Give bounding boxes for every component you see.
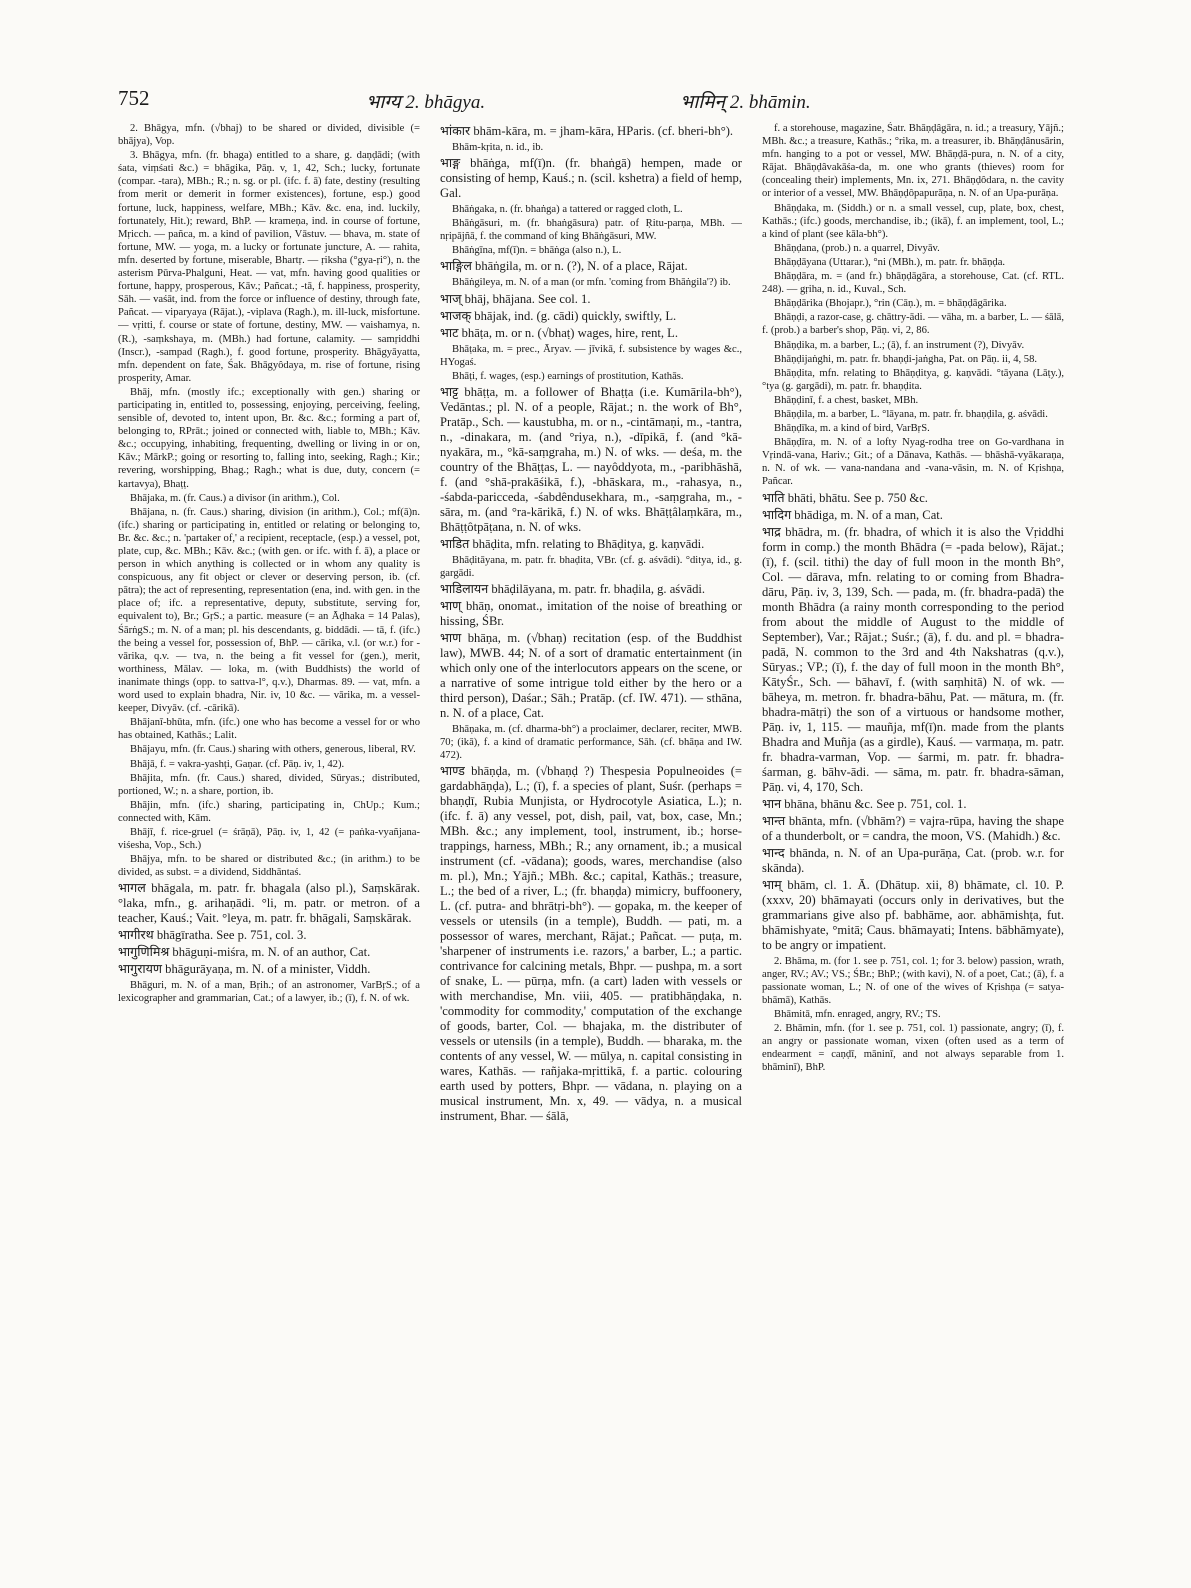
dictionary-entry: Bhāṇḍila, m. a barber, L. °lāyana, m. patr. fr. bhaṇḍila, g. aśvādi. <box>774 408 1048 420</box>
dictionary-entry: Bhāmitā, mfn. enraged, angry, RV.; TS. <box>774 1008 941 1020</box>
dictionary-entry: Bhāṇḍīra, m. N. of a lofty Nyag-rodha tree on Go-vardhana in Vṛindā-vana, Hariv.; Git.; of a Dānava, Kathās. — bhāshā-vyākaraṇa, n. N. of wk. — vana-nandana and -vana-vāsin, m. N. of Kṛishṇa, Pañcar. <box>762 437 1064 488</box>
dictionary-entry: Bhājā, f. = vakra-yashṭi, Gaṇar. (cf. Pāṇ. iv, 1, 42). <box>130 758 345 770</box>
dictionary-entry: Bhājanī-bhūta, mfn. (ifc.) one who has become a vessel for or who has obtained, Kathās.; Lalit. <box>118 717 420 742</box>
dictionary-entry: Bhāṭi, f. wages, (esp.) earnings of prostitution, Kathās. <box>452 370 684 382</box>
dictionary-entry: Bhājayu, mfn. (fr. Caus.) sharing with others, generous, liberal, RV. <box>130 744 416 756</box>
dictionary-entry: Bhājita, mfn. (fr. Caus.) shared, divided, Sūryas.; distributed, portioned, W.; n. a share, portion, ib. <box>118 772 420 797</box>
dictionary-entry: भाडित bhāḍita, mfn. relating to Bhāḍitya, g. kaṇvādi. <box>440 536 705 551</box>
dictionary-entry: Bhāṇḍita, mfn. relating to Bhāṇḍitya, g. kaṇvādi. °tāyana (Lāṭy.), °tya (g. gargādi), m. patr. fr. bhaṇḍita. <box>762 367 1064 392</box>
dictionary-entry: भाडिलायन bhāḍilāyana, m. patr. fr. bhaḍila, g. aśvādi. <box>440 582 706 597</box>
dictionary-entry: भाजक् bhājak, ind. (g. cādi) quickly, swiftly, L. <box>440 308 677 323</box>
dictionary-entry: भागल bhāgala, m. patr. fr. bhagala (also pl.), Saṃskārak. °laka, mfn., g. arihaṇādi. °li, m. patr. or metron. of a teacher, Kauś.; Vait. °leya, m. patr. fr. bhāgali, Saṃskārak. <box>118 881 420 926</box>
dictionary-entry: भादिग bhādiga, m. N. of a man, Cat. <box>762 507 943 522</box>
dictionary-entry: Bhāṇḍi, a razor-case, g. chāttry-ādi. — vāha, m. a barber, L. — śālā, f. (prob.) a barber's shop, Pāṇ. vi, 2, 86. <box>762 312 1064 337</box>
dictionary-entry: Bhāṅgaka, n. (fr. bhaṅga) a tattered or ragged cloth, L. <box>452 204 683 216</box>
right-running-head: भामिन् 2. bhāmin. <box>680 92 811 113</box>
dictionary-entry: भाट्ट bhāṭṭa, m. a follower of Bhaṭṭa (i.e. Kumārila-bh°), Vedāntas.; pl. N. of a people, Rājat.; n. the work of Bh°, Pratāp., Sch. — kaustubha, m. or n., -cintāmaṇi, m., -tantra, n., -dinakara, m. (and °riya, n.), -dīpikā, f. (and °kā-nyakāra, m., °kā-saṃgraha, m.) N. of wks. — deśa, m. the country of the Bhāṭṭas, L. — nayôddyota, m., -paribhāshā, f. (and °shā-prakāśikā, f.), -bhāskara, m., -rahasya, n., -śabda-paricceda, -śabdêndusekhara, m., -saṃgraha, m., -sāra, m. (and °ra-kārikā, f.) N. of wks. Bhāṭṭâlaṃkāra, m., Bhāṭṭôtpāṭana, n. N. of wks. <box>440 384 742 534</box>
dictionary-entry: f. a storehouse, magazine, Śatr. Bhāṇḍâgāra, n. id.; a treasury, Yājñ.; MBh. &c.; a treasure, Kathās.; °rika, m. a treasurer, ib. Bhāṇḍânusārin, mfn. hanging to a pot or vessel, MW. Bhāṇḍā-pura, n. N. of a city, Rājat. Bhāṇḍâvakāśa-da, m. one who grants (thieves) room for (concealing their) implements, Mn. ix, 271. Bhāṇḍôdara, n. the cavity or interior of a vessel, MW. Bhāṇḍôpapurāṇa, n. N. of an Upa-purāṇa. <box>762 123 1064 200</box>
dictionary-entry: Bhāṇḍīka, m. a kind of bird, VarBṛS. <box>774 423 930 435</box>
dictionary-entry: Bhājī, f. rice-gruel (= śrāṇā), Pāṇ. iv, 1, 42 (= paṅka-vyañjana-viśesha, Vop., Sch.) <box>118 826 420 852</box>
page-number: 752 <box>118 86 150 110</box>
dictionary-entry: भागुरायण bhāgurāyaṇa, m. N. of a minister, Viddh. <box>118 962 371 977</box>
dictionary-entry: भान्द bhānda, n. N. of an Upa-purāṇa, Cat. (prob. w.r. for skānda). <box>762 845 1064 875</box>
column-3 <box>762 122 1064 1562</box>
dictionary-entry: भागीरथ bhāgīratha. See p. 751, col. 3. <box>118 928 307 943</box>
dictionary-entry: Bhājya, mfn. to be shared or distributed &c.; (in arithm.) to be divided, as subst. = a dividend, Siddhāntaś. <box>118 854 420 879</box>
text-columns <box>118 122 1078 1562</box>
dictionary-entry: Bhāṅgīna, mf(ī)n. = bhāṅga (also n.), L. <box>452 245 622 257</box>
dictionary-entry: भाति bhāti, bhātu. See p. 750 &c. <box>762 490 928 505</box>
dictionary-entry: Bhāḍitāyana, m. patr. fr. bhaḍita, VBr. (cf. g. aśvādi). °ditya, id., g. gargādi. <box>440 554 742 579</box>
dictionary-entry: 2. Bhāmin, mfn. (for 1. see p. 751, col. 1) passionate, angry; (ī), f. an angry or passionate woman, vixen (often used as a term of endearment = caṇḍī, māninī, and not always separable from 1. bhāminī), BhP. <box>762 1023 1064 1074</box>
dictionary-entry: Bhāṇḍārika (Bhojapr.), °rin (Cāṇ.), m. = bhāṇḍāgārika. <box>774 298 1007 310</box>
column-1 <box>118 122 420 1562</box>
dictionary-entry: Bhājaka, m. (fr. Caus.) a divisor (in arithm.), Col. <box>130 492 340 504</box>
dictionary-entry: भाण् bhāṇ, onomat., imitation of the noise of breathing or hissing, ŚBr. <box>440 599 742 629</box>
dictionary-entry: Bhāṇḍijaṅghi, m. patr. fr. bhaṇḍi-jaṅgha, Pat. on Pāṇ. ii, 4, 58. <box>774 353 1038 365</box>
dictionary-entry: भान bhāna, bhānu &c. See p. 751, col. 1. <box>762 796 967 811</box>
dictionary-entry: Bhāṇḍinī, f. a chest, basket, MBh. <box>774 394 919 406</box>
page-header <box>118 86 1076 116</box>
dictionary-entry: 2. Bhāma, m. (for 1. see p. 751, col. 1; for 3. below) passion, wrath, anger, RV.; AV.; VS.; ŚBr.; BhP.; (with kavi), N. of a poet, Cat.; (ā), f. a passionate woman, L.; N. of one of the wives of Kṛishṇa (= satya-bhāmā), Kathās. <box>762 955 1064 1006</box>
dictionary-entry: भाट bhāṭa, m. or n. (√bhaṭ) wages, hire, rent, L. <box>440 325 678 340</box>
dictionary-entry: 2. Bhāgya, mfn. (√bhaj) to be shared or divided, divisible (= bhājya), Vop. <box>118 123 420 148</box>
dictionary-entry: Bhāṇaka, m. (cf. dharma-bh°) a proclaimer, declarer, reciter, MWB. 70; (ikā), f. a kind of dramatic performance, Sāh. (cf. bhāṇa and IW. 472). <box>440 724 742 762</box>
dictionary-entry: Bhām-kṛita, n. id., ib. <box>452 142 544 153</box>
dictionary-entry: 3. Bhāgya, mfn. (fr. bhaga) entitled to a share, g. daṇḍādi; (with śata, viṃśati &c.) = bhāgika, Pāṇ. v, 1, 42, Sch.; lucky, fortunate (compar. -tara), MBh.; R.; n. sg. or pl. (ifc. f. ā) fate, destiny (resulting from merit or demerit in former existences), fortune, esp.) good fortune, luck, happiness, welfare, MBh.; Kāv. &c. ena, ind. luckily, fortunately, Hit.); reward, BhP. — krameṇa, ind. in course of fortune, Mṛicch. — pañca, m. a kind of pavilion, Vāstuv. — bhava, m. state of fortune, MW. — yoga, m. a lucky or fortunate juncture, A. — rahita, mfn. deserted by fortune, miserable, Bhartṛ. — ṛiksha (°gya-ṛi°), n. the asterism Pūrva-Phalguni, Heat. — vat, mfn. having good qualities or fortune, happy, prosperous, Kāv.; Pañcat.; -tā, f. happiness, prosperity, Sāh. — vaśāt, ind. from the force or influence of destiny, through fate, Pañcat. — viparyaya (Rājat.), -viplava (Ragh.), m. ill-luck, misfortune. — vṛitti, f. course or state of fortune, destiny, MW. — vaishamya, n. (R.), -saṃkshaya, m. (MBh.) had fortune, calamity. — samṛiddhi (Inscr.), -sampad (Ragh.), f. good fortune, prosperity. Bhāgyāyatta, mfn. dependent on fate, Śak. Bhāgyôdaya, m. rise of fortune, rising prosperity, Amar. <box>118 150 420 384</box>
dictionary-entry: भान्त bhānta, mfn. (√bhām?) = vajra-rūpa, having the shape of a thunderbolt, or = candra, the moon, VS. (Mahidh.) &c. <box>762 813 1064 843</box>
dictionary-entry: Bhāj, mfn. (mostly ifc.; exceptionally with gen.) sharing or participating in, entitled to, possessing, enjoying, perceiving, feeling, sensible of, devoted to, intent upon, Br. &c. &c.; forming a part of, belonging to, RPrāt.; joined or connected with, liable to, MBh.; Kāv. &c.; occupying, inhabiting, frequenting, dwelling or living in or on, Kāv.; MārkP.; going or resorting to, falling into, seeking, Ragh.; Kir.; revering, worshipping, Bhag.; Ragh.; what is due, duty, concern (= kartavya), Bhaṭṭ. <box>118 386 420 490</box>
dictionary-entry: Bhāṇḍāyana (Uttarar.), °ni (MBh.), m. patr. fr. bhāṇḍa. <box>774 256 1006 268</box>
dictionary-entry: भागुणिमिश्र bhāguṇi-miśra, m. N. of an author, Cat. <box>118 945 371 960</box>
dictionary-entry: भाज् bhāj, bhājana. See col. 1. <box>440 291 591 306</box>
dictionary-entry: Bhāṅgileya, m. N. of a man (or mfn. 'coming from Bhāṅgila'?) ib. <box>452 277 731 289</box>
dictionary-entry: भाद्र bhādra, m. (fr. bhadra, of which it is also the Vṛiddhi form in comp.) the month Bhādra (= -pada below), Rājat.; (ī), f. (scil. tithi) the day of full moon in the month Bh°, Col. — dārava, mfn. relating to or coming from Bhadra-dāru, Pāṇ. iv, 3, 139, Sch. — pada, m. (fr. bhadra-padā) the month Bhādra (a rainy month corresponding to the period from about the middle of August to the middle of September), Var.; Rājat.; Suśr.; (ā), f. du. and pl. = bhadra-padā, N. common to the 3rd and 4th Nakshatras (q.v.), Sūryas.; VP.; (ī), f. the day of full moon in the month Bh°, KātyŚr., Sch. — bāhavī, f. (with saṃhitā) N. of wk. — bāheya, m. metron. fr. bhadra-bāhu, Pat. — mātura, m. (fr. bhadra-mātṛi) the son of a virtuous or handsome mother, Pāṇ. iv, 1, 115. — mauñja, mf(ī)n. made from the plants Bhadra and Muñja (as a girdle), Kauś. — varmaṇa, m. patr. fr. bhadra-varman, Vop. — śarmi, m. patr. fr. bhadra-śarman, g. bāhv-ādi. — sāma, m. patr. fr. bhadra-sāman, Pāṇ. vi, 4, 170, Sch. <box>762 524 1064 794</box>
dictionary-entry: भाण्ड bhāṇḍa, m. (√bhaṇḍ ?) Thespesia Populneoides (= gardabhāṇḍa), L.; (ī), f. a species of plant, Suśr. (perhaps = bhaṇḍī, Rubia Munjista, or Hydrocotyle Asiatica, L.); n. (ifc. f. ā) any vessel, pot, dish, pail, vat, box, case, Mn.; MBh. &c.; any implement, tool, instrument, ib.; horse-trappings, harness, MBh.; R.; any ornament, ib.; a musical instrument (cf. -vādana); goods, wares, merchandise (also m. pl.), Mn.; Yājñ.; MBh. &c.; capital, Kathās.; treasure, L.; the bed of a river, L.; (fr. bhaṇḍa) mimicry, buffoonery, L. (cf. putra- and bhrātṛi-bh°). — gopaka, m. the keeper of vessels or utensils (in a temple), Buddh. — pati, m. a possessor of wares, merchant, Rājat.; Pañcat. — puṭa, m. 'sharpener of instruments i.e. razors,' a barber, L.; a partic. contrivance for calcining metals, Bhpr. — pushpa, m. a sort of snake, L. — pūrṇa, mfn. (a cart) laden with vessels or with merchandise, Mn. viii, 405. — pratibhāṇḍaka, n. 'commodity for commodity,' computation of the exchange of goods, barter, Col. — bhajaka, m. the distributer of vessels or utensils (in a temple), Buddh. — bharaka, m. the contents of any vessel, W. — mūlya, n. capital consisting in wares, Kathās. — rañjaka-mṛittikā, f. a partic. colouring earth used by potters, Bhpr. — vādana, n. playing on a musical instrument, Mn. x, 49. — vādya, n. a musical instrument, Bhar. — śālā, <box>440 764 742 1124</box>
dictionary-entry: Bhāṇḍana, (prob.) n. a quarrel, Divyāv. <box>774 242 940 254</box>
dictionary-entry: Bhāṇḍika, m. a barber, L.; (ā), f. an instrument (?), Divyāv. <box>774 339 1025 351</box>
dictionary-entry: भाङ्ग bhāṅga, mf(ī)n. (fr. bhaṅgā) hempen, made or consisting of hemp, Kauś.; n. (scil. kshetra) a field of hemp, Gal. <box>440 156 742 201</box>
dictionary-entry: भाम् bhām, cl. 1. Ā. (Dhātup. xii, 8) bhāmate, cl. 10. P. (xxxv, 20) bhāmayati (occurs only in derivatives, but the grammarians give also pf. babhāme, aor. abhāmishṭa, fut. bhāmishyate, °mitā; Caus. bhāmayati; Intens. bābhāmyate), to be angry or impatient. <box>762 877 1064 952</box>
dictionary-entry: Bhāṇḍaka, m. (Siddh.) or n. a small vessel, cup, plate, box, chest, Kathās.; (ifc.) goods, merchandise, ib.; (ikā), f. an implement, tool, L.; a kind of plant (see kāla-bh°). <box>762 202 1064 240</box>
dictionary-entry: Bhājana, n. (fr. Caus.) sharing, division (in arithm.), Col.; mf(ā)n. (ifc.) sharing or participating in, entitled or relating or belonging to, Br. &c. &c.; n. 'partaker of,' a recipient, receptacle, (esp.) a vessel, pot, plate, cup, &c. MBh.; Kāv. &c.; (with gen. or ifc. with f. ā), a place or person in which anything is collected or in whom any quality is conspicuous, any fit object or clever or deserving person, ib. (cf. pātra); the act of representing, representation (ena, ind. with gen. in the place of; ifc. a representative, deputy, substitute, serving for, equivalent to), Br.; GṛS.; a partic. measure (= an Āḍhaka = 14 Palas), ŚārṅgS.; m. N. of a man; pl. his descendants, g. biddādi. — tā, f. (ifc.) the being a vessel for, possession of, BhP. — cārika, v.l. (or w.r.) for -vārika, q.v. — tva, n. the being a fit vessel for (gen.), merit, worthiness, Mālav. — loka, m. (with Buddhists) the world of inanimate things (opp. to sattva-l°, q.v.), Dharmas. 89. — vat, mfn. a word used to explain bhadra, Nir. iv, 10 &c. — vārika, m. a vessel-keeper, Divyāv. (cf. -cārikā). <box>118 506 420 715</box>
dictionary-entry: Bhāṇḍāra, m. = (and fr.) bhāṇḍāgāra, a storehouse, Cat. (cf. RTL. 248). — gṛiha, n. id., Kuval., Sch. <box>762 271 1064 296</box>
dictionary-entry: Bhāṭaka, m. = prec., Āryav. — jīvikā, f. subsistence by wages &c., HYogaś. <box>440 343 742 368</box>
dictionary-entry: Bhāṅgāsuri, m. (fr. bhaṅgāsura) patr. of Ṛitu-parṇa, MBh. — nṛipājñā, f. the command of king Bhāṅgāsuri, MW. <box>440 218 742 243</box>
dictionary-entry: भांकार bhām-kāra, m. = jham-kāra, HParis. (cf. bheri-bh°). <box>440 124 734 138</box>
dictionary-entry: Bhāguri, m. N. of a man, Bṛih.; of an astronomer, VarBṛS.; of a lexicographer and grammarian, Cat.; of a lawyer, ib.; (ī), f. N. of wk. <box>118 980 420 1005</box>
column-2 <box>440 122 742 1562</box>
dictionary-entry: भाण bhāṇa, m. (√bhaṇ) recitation (esp. of the Buddhist law), MWB. 44; N. of a sort of dramatic entertainment (in which only one of the interlocutors appears on the scene, or a narrative of some intrigue told either by the hero or a third person), Daśar.; Sāh.; Pratāp. (cf. IW. 471). — sthāna, n. N. of a place, Cat. <box>440 631 742 721</box>
dictionary-entry: भाङ्गिल bhāṅgila, m. or n. (?), N. of a place, Rājat. <box>440 259 688 274</box>
dictionary-entry: Bhājin, mfn. (ifc.) sharing, participating in, ChUp.; Kum.; connected with, Kām. <box>118 799 420 824</box>
left-running-head: भाग्य 2. bhāgya. <box>366 92 486 113</box>
